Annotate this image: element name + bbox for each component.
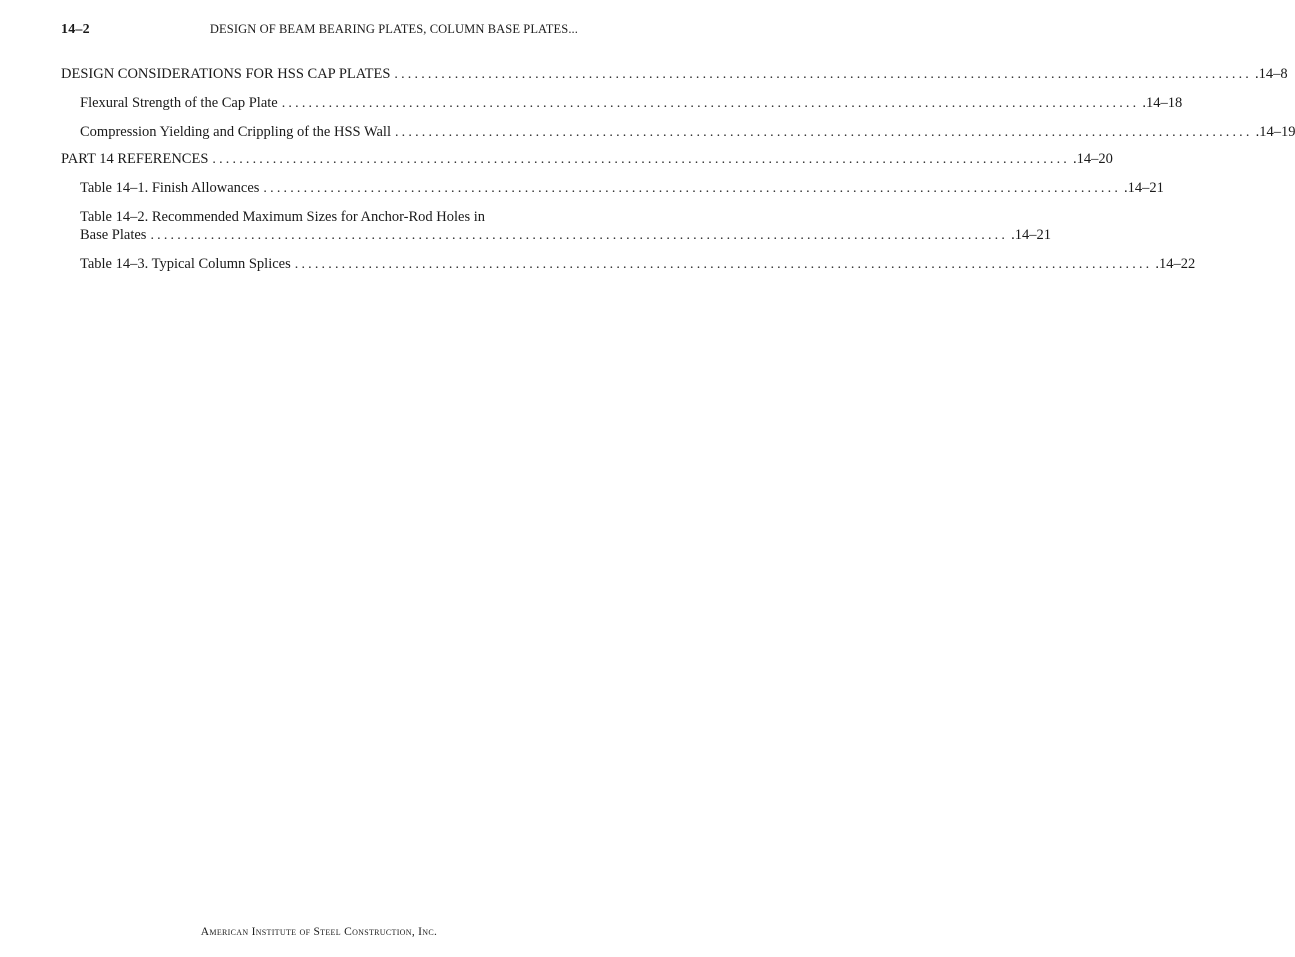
toc-entry-label: Table 14–3. Typical Column Splices bbox=[80, 256, 291, 272]
page-number: 14–2 bbox=[61, 22, 90, 37]
dot-leader: ................................................................................................................................ bbox=[212, 152, 1071, 167]
running-head: DESIGN OF BEAM BEARING PLATES, COLUMN BASE PLATES... bbox=[209, 22, 578, 36]
toc-entry bbox=[61, 123, 1295, 142]
toc-entry-page: .14–18 bbox=[1142, 95, 1183, 111]
toc-entry-page: .14–8 bbox=[1255, 66, 1288, 82]
toc-entry-label: Table 14–1. Finish Allowances bbox=[80, 180, 260, 196]
publisher-name: American Institute of Steel Construction, Inc. bbox=[200, 926, 438, 938]
dot-leader: ................................................................................................................................ bbox=[150, 228, 1009, 243]
toc-entry bbox=[61, 94, 1183, 113]
toc-entry-label: Flexural Strength of the Cap Plate bbox=[80, 95, 278, 111]
toc-entry bbox=[61, 255, 1196, 274]
toc-entry-page: .14–20 bbox=[1073, 151, 1113, 167]
toc-entry bbox=[61, 65, 1288, 84]
toc-entry-label: PART 14 REFERENCES bbox=[61, 151, 209, 167]
dot-leader: ................................................................................................................................ bbox=[263, 181, 1122, 196]
toc-entry bbox=[61, 226, 1051, 245]
toc-entry-page: .14–21 bbox=[1011, 227, 1051, 243]
toc-entry-label: Base Plates bbox=[80, 227, 147, 243]
table-of-contents bbox=[61, 65, 1295, 274]
toc-entry-page: .14–19 bbox=[1255, 124, 1295, 140]
toc-entry-page: .14–22 bbox=[1155, 256, 1196, 272]
dot-leader: ................................................................................................................................ bbox=[394, 67, 1253, 82]
toc-entry bbox=[61, 150, 1113, 169]
dot-leader: ................................................................................................................................ bbox=[394, 125, 1253, 140]
toc-entry-label: DESIGN CONSIDERATIONS FOR HSS CAP PLATES bbox=[61, 66, 391, 82]
page-header bbox=[61, 22, 578, 38]
toc-entry bbox=[61, 179, 1164, 198]
page-footer bbox=[0, 926, 638, 938]
toc-entry-page: .14–21 bbox=[1124, 180, 1164, 196]
toc-entry-label-line1: Table 14–2. Recommended Maximum Sizes for Anchor-Rod Holes in bbox=[80, 209, 486, 225]
dot-leader: ................................................................................................................................ bbox=[281, 96, 1140, 111]
toc-entry-label: Compression Yielding and Crippling of the HSS Wall bbox=[80, 124, 391, 140]
dot-leader: ................................................................................................................................ bbox=[294, 257, 1153, 272]
